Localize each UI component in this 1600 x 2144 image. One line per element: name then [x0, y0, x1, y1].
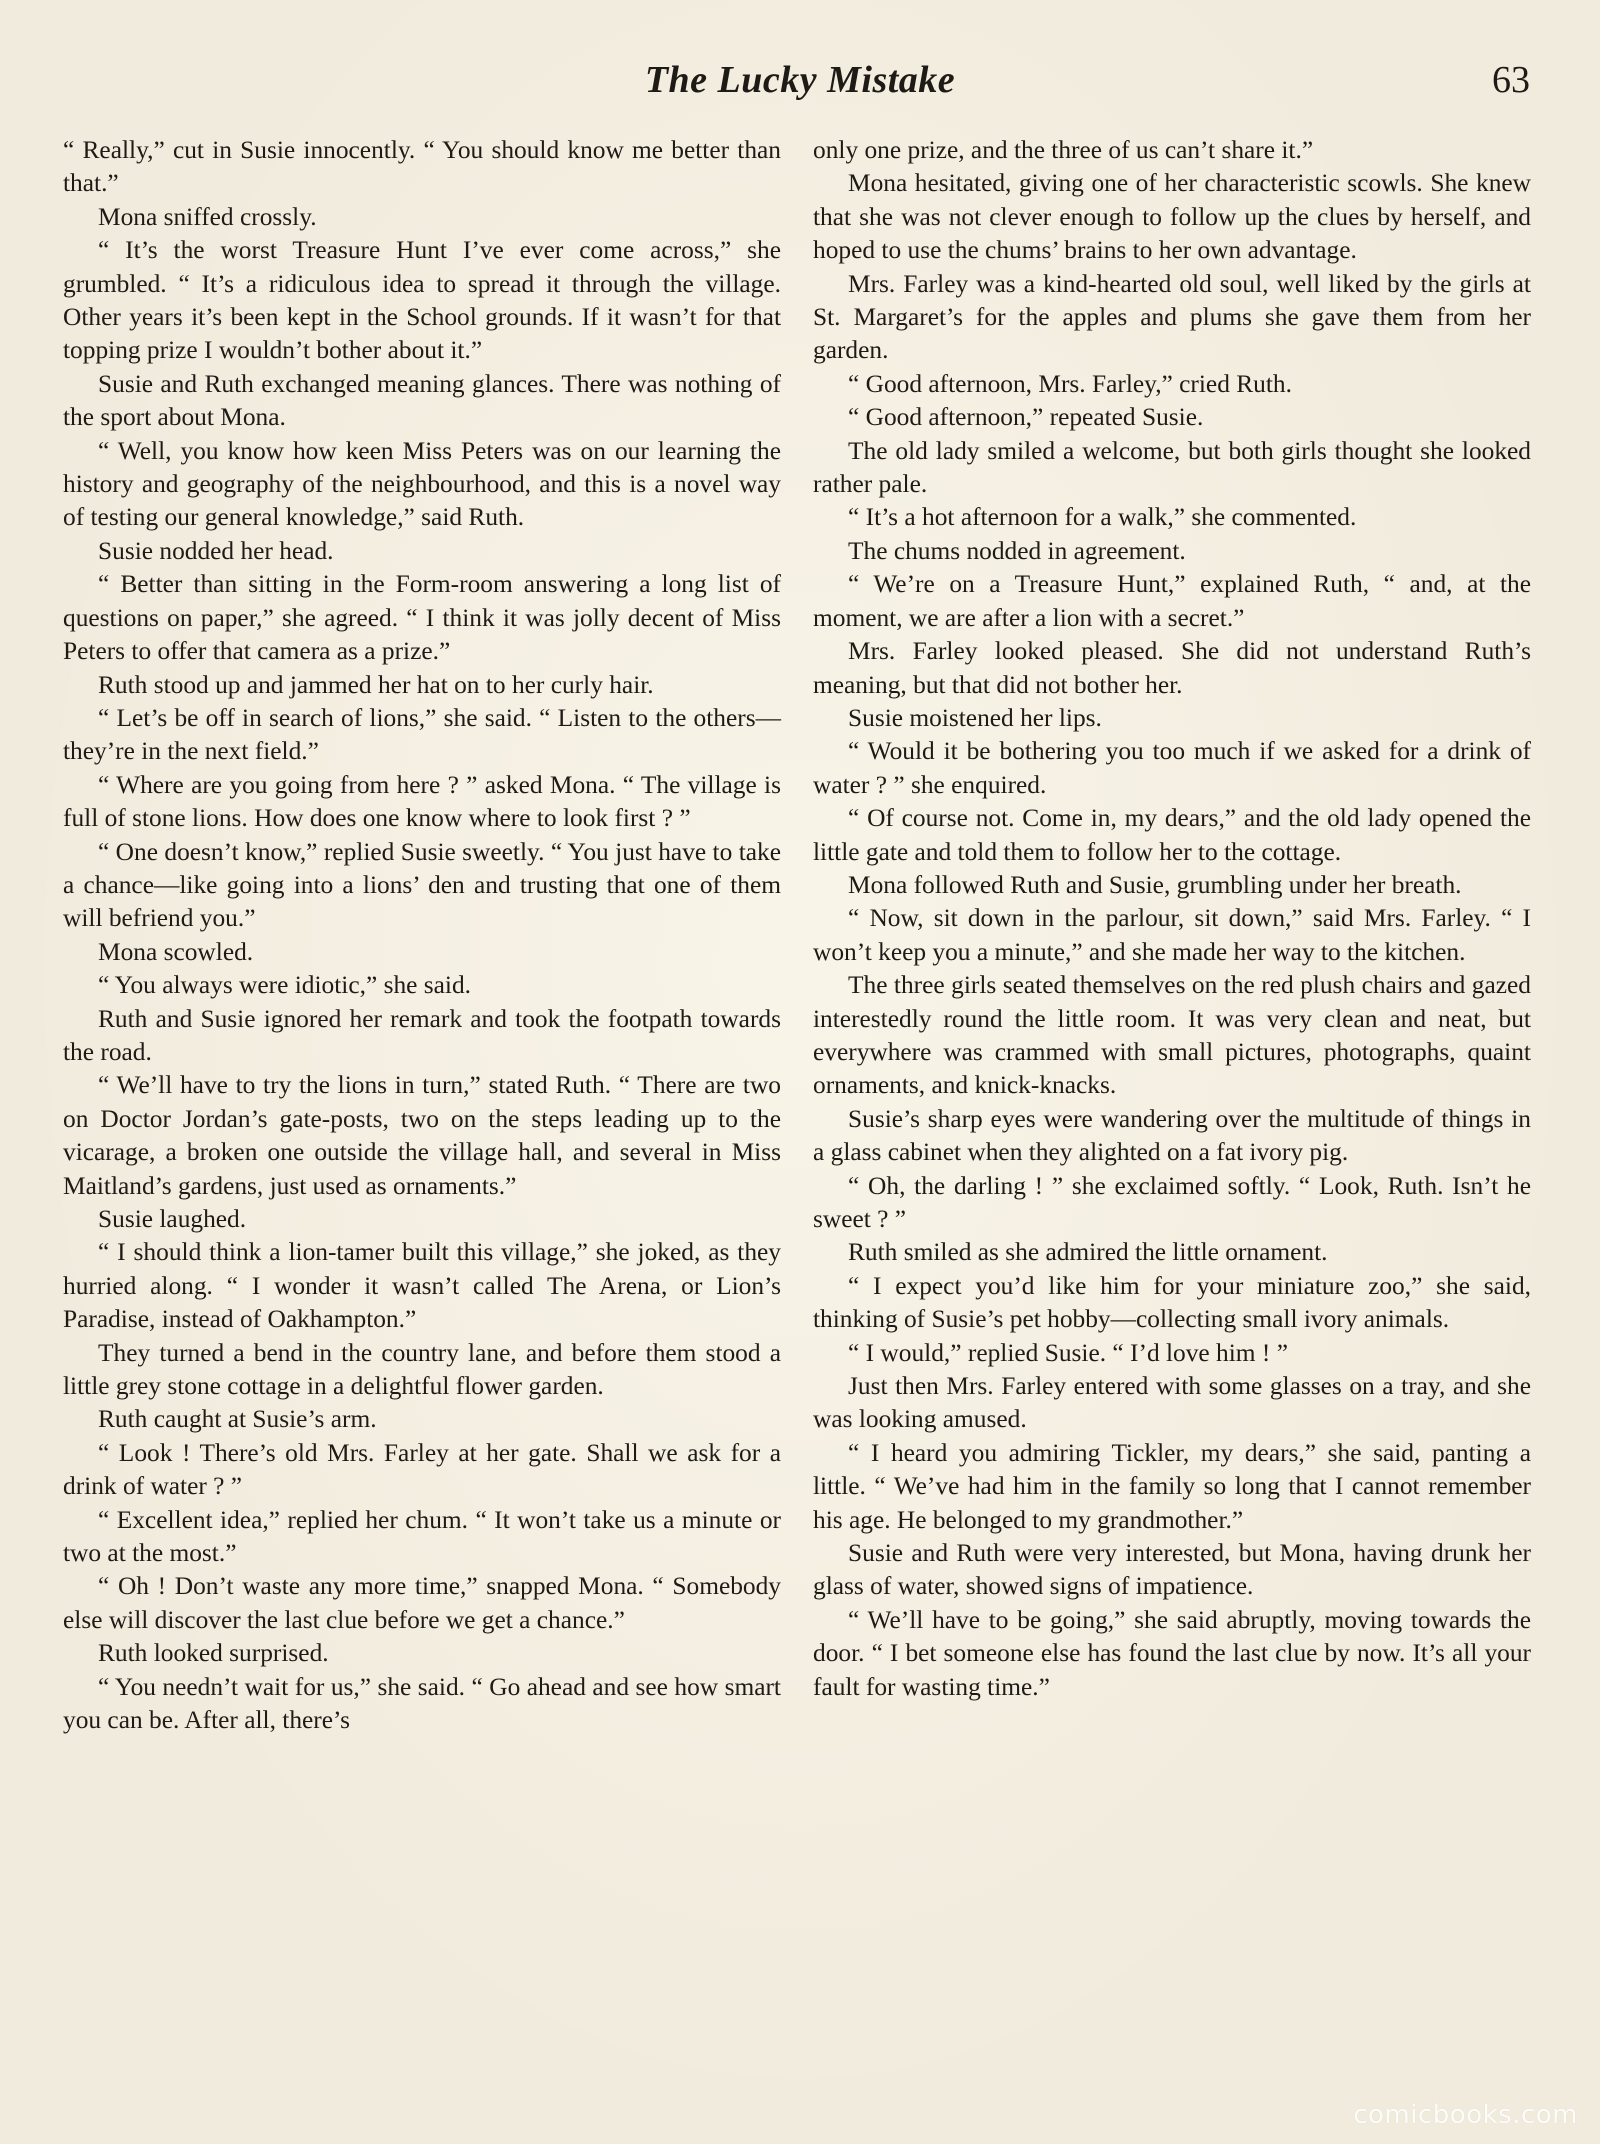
paragraph: Ruth caught at Susie’s arm.	[98, 1405, 377, 1434]
paragraph: “ Good afternoon,” repeated Susie.	[848, 403, 1204, 432]
running-title: The Lucky Mistake	[644, 59, 956, 101]
paragraph: Mona scowled.	[98, 937, 254, 966]
paragraph: Susie moistened her lips.	[848, 703, 1102, 732]
paragraph: “ Well, you know how keen Miss Peters was on our learning the history and geography of the neighbourhood, and this is a novel way of testing our general knowledge,” said Ruth.	[63, 436, 781, 532]
right-text-column	[813, 134, 1531, 1704]
paragraph: Susie laughed.	[98, 1205, 247, 1233]
paragraph: “ It’s the worst Treasure Hunt I’ve ever come across,” she grumbled. “ It’s a ridiculous idea to spread it through the village. Other years it’s been kept in the School grounds. If it wasn’t for that topping prize I wouldn’t bother about it.”	[63, 236, 781, 365]
paragraph: “ You needn’t wait for us,” she said. “ Go ahead and see how smart you can be. After all, there’s	[63, 1672, 781, 1735]
paragraph: “ Oh, the darling ! ” she exclaimed softly. “ Look, Ruth. Isn’t he sweet ? ”	[813, 1171, 1531, 1233]
paragraph: “ Excellent idea,” replied her chum. “ It won’t take us a minute or two at the most.”	[63, 1505, 781, 1568]
paragraph: Mona hesitated, giving one of her characteristic scowls. She knew that she was not clever enough to follow up the clues by herself, and hoped to use the chums’ brains to her own advantage.	[813, 169, 1531, 265]
paragraph: The three girls seated themselves on the red plush chairs and gazed interestedly round the little room. It was very clean and neat, but everywhere was crammed with small pictures, photographs, quaint ornaments, and knick-knacks.	[813, 971, 1531, 1100]
left-text-column	[63, 134, 781, 1738]
paragraph: “ We’ll have to try the lions in turn,” stated Ruth. “ There are two on Doctor Jordan’s gate-posts, two on the steps leading up to the vicarage, a broken one outside the village hall, and several in Miss Maitland’s gardens, just used as ornaments.”	[63, 1071, 781, 1200]
paragraph: Ruth looked surprised.	[98, 1639, 329, 1668]
paragraph: Susie and Ruth exchanged meaning glances. There was nothing of the sport about Mona.	[63, 369, 781, 432]
paragraph: “ Really,” cut in Susie innocently. “ You should know me better than that.”	[63, 136, 781, 198]
paragraph: The old lady smiled a welcome, but both girls thought she looked rather pale.	[813, 436, 1531, 499]
paragraph: Susie’s sharp eyes were wandering over the multitude of things in a glass cabinet when they alighted on a fat ivory pig.	[813, 1104, 1531, 1167]
paragraph: Just then Mrs. Farley entered with some glasses on a tray, and she was looking amused.	[813, 1372, 1531, 1434]
paragraph: “ Where are you going from here ? ” asked Mona. “ The village is full of stone lions. How does one know where to look first ? ”	[63, 770, 781, 833]
paragraph: “ I should think a lion-tamer built this village,” she joked, as they hurried along. “ I wonder it wasn’t called The Arena, or Lion’s Paradise, instead of Oakhampton.”	[63, 1238, 781, 1334]
paragraph: “ Of course not. Come in, my dears,” and the old lady opened the little gate and told them to follow her to the cottage.	[813, 804, 1531, 866]
paragraph: Mona sniffed crossly.	[98, 202, 317, 231]
paragraph: Mona followed Ruth and Susie, grumbling under her breath.	[848, 870, 1462, 899]
paragraph: “ Good afternoon, Mrs. Farley,” cried Ruth.	[848, 369, 1292, 398]
paragraph: “ Let’s be off in search of lions,” she said. “ Listen to the others—they’re in the next field.”	[63, 703, 781, 766]
page-number: 63	[1492, 59, 1530, 101]
paragraph: Ruth stood up and jammed her hat on to her curly hair.	[98, 670, 654, 699]
paragraph: “ I heard you admiring Tickler, my dears,” she said, panting a little. “ We’ve had him in the family so long that I cannot remember his age. He belonged to my grandmother.”	[813, 1438, 1531, 1534]
paragraph: “ I expect you’d like him for your miniature zoo,” she said, thinking of Susie’s pet hobby—collecting small ivory animals.	[813, 1271, 1531, 1334]
paragraph: “ We’re on a Treasure Hunt,” explained Ruth, “ and, at the moment, we are after a lion with a secret.”	[813, 570, 1531, 632]
paragraph: “ We’ll have to be going,” she said abruptly, moving towards the door. “ I bet someone else has found the last clue by now. It’s all your fault for wasting time.”	[813, 1605, 1531, 1701]
paragraph: Mrs. Farley was a kind-hearted old soul, well liked by the girls at St. Margaret’s for the apples and plums she gave them from her garden.	[813, 269, 1531, 365]
paragraph: Ruth smiled as she admired the little ornament.	[848, 1238, 1328, 1267]
paragraph: “ Now, sit down in the parlour, sit down,” said Mrs. Farley. “ I won’t keep you a minute,” and she made her way to the kitchen.	[813, 904, 1531, 966]
paragraph: “ It’s a hot afternoon for a walk,” she commented.	[848, 503, 1357, 532]
paragraph: Susie nodded her head.	[98, 536, 334, 565]
paragraph: Susie and Ruth were very interested, but Mona, having drunk her glass of water, showed signs of impatience.	[813, 1539, 1531, 1601]
paragraph: only one prize, and the three of us can’t share it.”	[813, 136, 1314, 164]
paragraph: They turned a bend in the country lane, and before them stood a little grey stone cottage in a delightful flower garden.	[63, 1338, 781, 1401]
paragraph: The chums nodded in agreement.	[848, 536, 1186, 565]
paragraph: “ Better than sitting in the Form-room answering a long list of questions on paper,” she agreed. “ I think it was jolly decent of Miss Peters to offer that camera as a prize.”	[63, 570, 781, 666]
paragraph: “ One doesn’t know,” replied Susie sweetly. “ You just have to take a chance—like going into a lions’ den and trusting that one of them will befriend you.”	[63, 837, 781, 933]
paragraph: “ Look ! There’s old Mrs. Farley at her gate. Shall we ask for a drink of water ? ”	[63, 1438, 781, 1501]
paragraph: “ I would,” replied Susie. “ I’d love him ! ”	[848, 1338, 1288, 1367]
paragraph: Mrs. Farley looked pleased. She did not understand Ruth’s meaning, but that did not bother her.	[813, 637, 1531, 699]
paragraph: Ruth and Susie ignored her remark and took the footpath towards the road.	[63, 1004, 781, 1066]
paragraph: “ Would it be bothering you too much if we asked for a drink of water ? ” she enquired.	[813, 737, 1531, 799]
paragraph: “ Oh ! Don’t waste any more time,” snapped Mona. “ Somebody else will discover the last clue before we get a chance.”	[63, 1572, 781, 1634]
paragraph: “ You always were idiotic,” she said.	[98, 971, 472, 1000]
site-watermark: comicbooks.com	[1353, 2100, 1578, 2130]
